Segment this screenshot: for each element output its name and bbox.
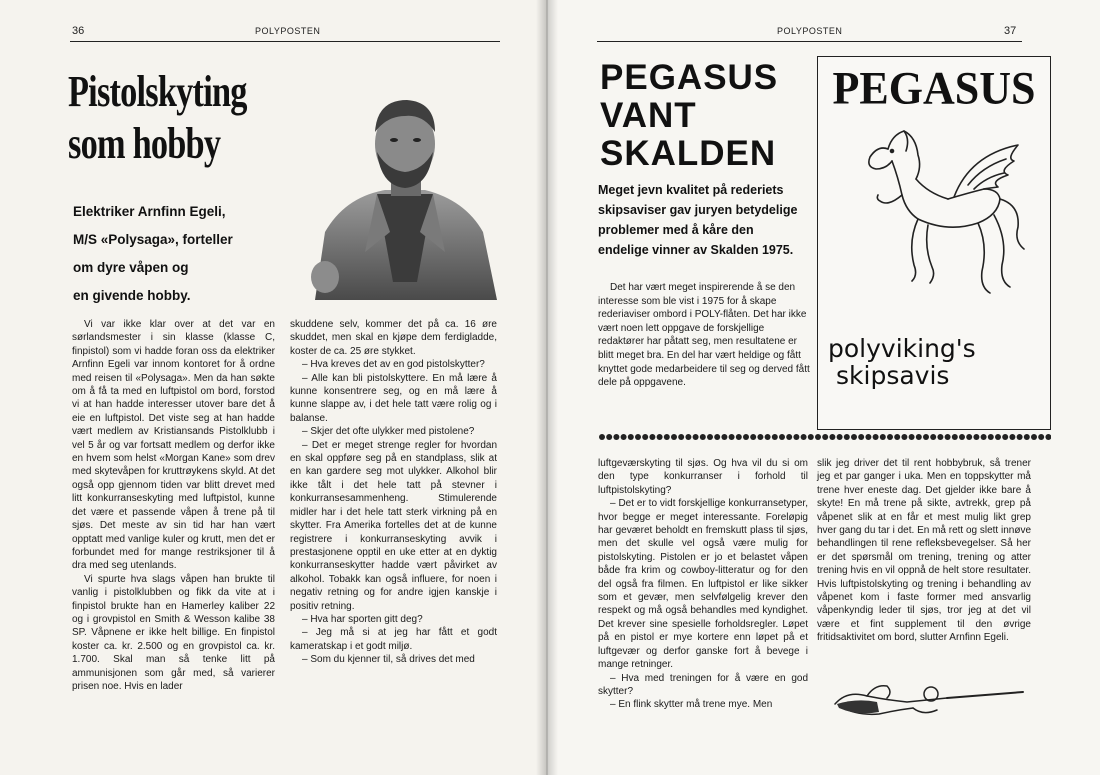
article-intro xyxy=(598,281,810,390)
divider-dot xyxy=(772,434,778,440)
running-head: POLYPOSTEN xyxy=(777,26,843,36)
divider-dot xyxy=(923,434,929,440)
divider-dot xyxy=(966,434,972,440)
divider-dot xyxy=(635,434,641,440)
divider-dot xyxy=(901,434,907,440)
deck-line: skipsaviser gav juryen betydelige xyxy=(598,203,798,217)
pegasus-logo-box xyxy=(817,56,1051,430)
divider-dot xyxy=(678,434,684,440)
divider-dot xyxy=(880,434,886,440)
divider-dot xyxy=(937,434,943,440)
paragraph: – Hva har sporten gitt deg? xyxy=(302,613,423,625)
divider-dot xyxy=(887,434,893,440)
dotted-divider xyxy=(598,433,1051,441)
title-line: Pistolskyting xyxy=(68,67,247,116)
paragraph: luftgeværskyting til sjøs. Og hva vil du si om den type konkurranser i forhold til luftpistolskyting? xyxy=(598,458,808,496)
logo-caption xyxy=(828,335,976,389)
divider-dot xyxy=(729,434,735,440)
pegasus-horse-icon xyxy=(858,115,1028,315)
divider-dot xyxy=(1024,434,1030,440)
divider-dot xyxy=(1031,434,1037,440)
divider-dot xyxy=(801,434,807,440)
paragraph: – Hva med treningen for å være en god skytter? xyxy=(598,672,808,697)
shooter-illustration-icon xyxy=(827,670,1027,730)
divider-dot xyxy=(1038,434,1044,440)
title-line: SKALDEN xyxy=(600,134,777,173)
right-page xyxy=(547,0,1100,775)
title-line: som hobby xyxy=(68,119,221,168)
divider-dot xyxy=(837,434,843,440)
divider-dot xyxy=(916,434,922,440)
divider-dot xyxy=(599,434,605,440)
title-line: VANT xyxy=(600,96,697,135)
title-line: PEGASUS xyxy=(600,58,779,97)
deck-line: en givende hobby. xyxy=(73,288,191,303)
divider-dot xyxy=(657,434,663,440)
divider-dot xyxy=(822,434,828,440)
divider-dot xyxy=(757,434,763,440)
divider-dot xyxy=(750,434,756,440)
paragraph: – En flink skytter må trene mye. Men xyxy=(610,699,773,711)
divider-dot xyxy=(1045,434,1051,440)
divider-dot xyxy=(988,434,994,440)
divider-dot xyxy=(945,434,951,440)
portrait-photo xyxy=(305,82,497,300)
paragraph: Vi var ikke klar over at det var en sørlandsmester i sin klasse (klasse C, finpistol) som vi hadde foran oss da elektriker Arnfinn Egeli var innom kontoret for å ordne med reisen til «Polysaga». Men da han søkte om å få ta med en luftpistol om bord, forstod vi at han hadde interesser utover bare det å eie en luftpistol. Det viste seg at han hadde vært medlem av Kristiansands Pistolklubb i vel 5 år og var fortsatt medlem og derfor ikke en hvem som helst «Morgan Kane» som drev med skytevåpen for kruttrøykens skyld. At det også opp gjennom tiden var blitt drevet med litt konkurranseskyting med luftpistol, kunne det være et passende våpen å trene på til sjøs. Det meste av sin tid har han vært opptatt med vanlige kuler og krutt, men det er forbundet med for mange restriksjoner til å dra med seg utenlands. xyxy=(72,319,275,572)
divider-dot xyxy=(973,434,979,440)
divider-dot xyxy=(700,434,706,440)
paragraph: skuddene selv, kommer det på ca. 16 øre skuddet, men skal en kjøpe dem ferdigladde, koster de ca. 25 øre stykket. xyxy=(290,319,497,357)
divider-dot xyxy=(995,434,1001,440)
page-number: 37 xyxy=(1004,25,1017,37)
divider-dot xyxy=(909,434,915,440)
divider-dot xyxy=(858,434,864,440)
divider-dot xyxy=(829,434,835,440)
deck-line: endelige vinner av Skalden 1975. xyxy=(598,243,794,257)
divider-dot xyxy=(851,434,857,440)
article-deck xyxy=(598,180,828,260)
body-column-1 xyxy=(72,318,275,693)
paragraph: Vi spurte hva slags våpen han brukte til vanlig i pistolklubben og fikk da vite at i finpistol brukte han en Hamerley kaliber 22 og i grovpistol en Smith & Wesson kalibe 38 SP. Våpnene er ikke helt billige. En finpistol koster ca. kr. 2.500 og en grovpistol ca. kr. 1.700. Skal man så tenke litt på ammunisjonen som går med, så varierer prisen noe. Hvis en lader xyxy=(72,573,275,692)
running-head: POLYPOSTEN xyxy=(255,26,321,36)
paragraph: – Det er to vidt forskjellige konkurransetyper, hvor begge er meget interessante. Foreløpig har geværet beholdt en fremskutt plass til sjøs, men det skulle vel også være mulig for pistolskyting. Pistolen er jo et belastet våpen både fra krim og cowboy-litteratur og for den del også fra filmen. En luftpistol er like sikker som et gevær, men selvfølgelig krever den respekt og må også behandles med kyndighet. Det krever sine spesielle forholdsregler. Løpet på en pistol er mye kortere enn løpet på et luftgevær og derfor ganske fort å bevege i mange retninger. xyxy=(598,498,808,671)
divider-dot xyxy=(671,434,677,440)
logo-wordmark: PEGASUS xyxy=(832,62,1036,115)
divider-dot xyxy=(736,434,742,440)
divider-dot xyxy=(721,434,727,440)
divider-dot xyxy=(793,434,799,440)
paragraph: – Alle kan bli pistolskyttere. En må lære å kunne konsentrere seg, og en må lære å kunne slappe av, i det hele tatt være rolig og i balanse. xyxy=(290,372,497,424)
divider-dot xyxy=(707,434,713,440)
divider-dot xyxy=(815,434,821,440)
divider-dot xyxy=(642,434,648,440)
body-column-2 xyxy=(290,318,497,667)
divider-dot xyxy=(981,434,987,440)
divider-dot xyxy=(779,434,785,440)
divider-dot xyxy=(649,434,655,440)
divider-dot xyxy=(1017,434,1023,440)
paragraph: slik jeg driver det til rent hobbybruk, så trener jeg et par ganger i uka. Men en toppskytter må trene hver eneste dag. Det gjelder ikke bare å skyte! En må trene på sikte, avtrekk, grep på våpenet slik at en får et mest mulig likt grep hver gang du tar i det. En må rett og slett innøve behandlingen til rene refleksbevegelser. Så her er det spørsmål om trening, trening og atter trening hvis en vil oppnå de helt store resultater. Hvis luftpistolskyting og trening i behandling av våpenet kom i faste former med ansvarlig våpenkyndig leder til sjøs, tror jeg at det vil være et fint supplement til den øvrige fritidsaktivitet om bord, slutter Arnfinn Egeli. xyxy=(817,458,1032,644)
header-rule xyxy=(597,41,1022,42)
article-title xyxy=(68,66,247,170)
body-column-2 xyxy=(817,457,1031,645)
body-column-1 xyxy=(598,457,808,712)
deck-line: om dyre våpen og xyxy=(73,260,189,275)
paragraph: – Hva kreves det av en god pistolskytter? xyxy=(302,359,485,371)
divider-dot xyxy=(873,434,879,440)
divider-dot xyxy=(786,434,792,440)
divider-dot xyxy=(693,434,699,440)
divider-dot xyxy=(714,434,720,440)
divider-dot xyxy=(613,434,619,440)
deck-line: problemer med å kåre den xyxy=(598,223,754,237)
left-page xyxy=(0,0,547,775)
divider-dot xyxy=(606,434,612,440)
page-number: 36 xyxy=(72,25,85,37)
divider-dot xyxy=(844,434,850,440)
divider-dot xyxy=(1009,434,1015,440)
divider-dot xyxy=(894,434,900,440)
caption-line: polyviking's xyxy=(828,334,976,363)
divider-dot xyxy=(930,434,936,440)
article-deck xyxy=(73,198,303,310)
paragraph: – Jeg må si at jeg har fått et godt kameratskap i et godt miljø. xyxy=(290,627,497,652)
divider-dot xyxy=(952,434,958,440)
header-rule xyxy=(70,41,500,42)
divider-dot xyxy=(685,434,691,440)
divider-dot xyxy=(628,434,634,440)
divider-dot xyxy=(621,434,627,440)
intro-paragraph: Det har vært meget inspirerende å se den interesse som ble vist i 1975 for å skape rederiaviser ombord i POLY-flåten. Det har ikke vært noen lett oppgave de forskjellige redaktører har påtatt seg, men resultatene er blitt meget bra. En del har vært heldige og fått knyttet gode medarbeidere til seg og derved fått dele på oppgavene. xyxy=(598,282,810,389)
divider-dot xyxy=(959,434,965,440)
divider-dot xyxy=(743,434,749,440)
paragraph: – Skjer det ofte ulykker med pistolene? xyxy=(302,426,475,438)
deck-line: Meget jevn kvalitet på rederiets xyxy=(598,183,784,197)
divider-dot xyxy=(1002,434,1008,440)
divider-dot xyxy=(808,434,814,440)
divider-dot xyxy=(664,434,670,440)
caption-line: skipsavis xyxy=(836,361,950,390)
deck-line: M/S «Polysaga», forteller xyxy=(73,232,233,247)
deck-line: Elektriker Arnfinn Egeli, xyxy=(73,204,226,219)
divider-dot xyxy=(865,434,871,440)
article-title xyxy=(600,59,778,173)
paragraph: – Som du kjenner til, så drives det med xyxy=(302,654,475,666)
divider-dot xyxy=(765,434,771,440)
paragraph: – Det er meget strenge regler for hvordan en skal oppføre seg på en standplass, slik at en kan gardere seg mot ulykker. Alkohol blir ikke tålt i det hele tatt på stevner i konkurransesammenheng. Stimulerende midler har i det hele tatt sterk virkning på en skytter. Fra Amerika fortelles det at de kunne registrere i konkurranseskyting avvik i prestasjonene opptil en uke etter at en dyktig konkurranseskytter hadde vært påvirket av alkohol. Tobakk kan også influere, for noen i negativ retning og for andre igjen kanskje i positiv retning. xyxy=(290,439,497,612)
